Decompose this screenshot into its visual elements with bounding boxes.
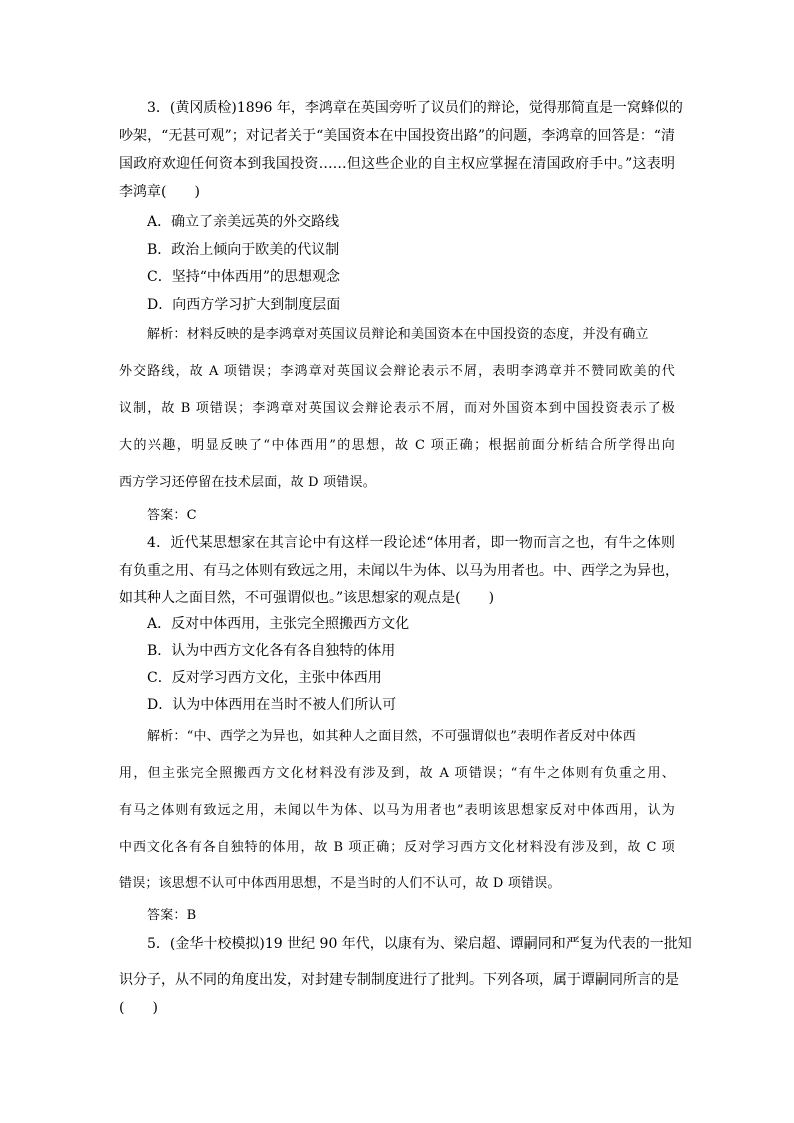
question-3-explanation-line: 议制，故 B 项错误；李鸿章对英国议会辩论表示不屑，而对外国资本到中国投资表示了极: [119, 401, 675, 416]
question-3-stem-line: 吵架，“无甚可观”；对记者关于“美国资本在中国投资出路”的问题，李鸿章的回答是：“清: [119, 128, 675, 144]
question-4-explanation-line: 错误；该思想不认可中体西用思想，不是当时的人们不认可，故 D 项错误。: [119, 876, 561, 891]
question-4-explanation-line: 中西文化各有各自独特的体用，故 B 项正确；反对学习西方文化材料没有涉及到，故 C 项: [119, 840, 675, 855]
explanation-label: 解析：: [147, 729, 187, 744]
answer-label: 答案：: [147, 508, 187, 523]
question-4-explanation-line: 有马之体则有致远之用，未闻以牛为体、以马为用者也”表明该思想家反对中体西用，认为: [119, 803, 675, 818]
question-3-explanation-line: 大的兴趣，明显反映了“中体西用”的思想，故 C 项正确；根据前面分析结合所学得出向: [119, 438, 675, 453]
question-3-option-c: C．坚持“中体西用”的思想观念: [147, 269, 341, 285]
question-3-stem-line: 3．(黄冈质检)1896 年，李鸿章在英国旁听了议员们的辩论，觉得那简直是一窝蜂似的: [147, 100, 683, 116]
question-3-explanation-line: 外交路线，故 A 项错误；李鸿章对英国议会辩论表示不屑，表明李鸿章并不赞同欧美的代: [119, 364, 675, 379]
answer-value: C: [186, 508, 197, 523]
question-4-stem-line: 有负重之用、有马之体则有致远之用，未闻以牛为体、以马为用者也。中、西学之为异也，: [119, 563, 679, 579]
question-4-stem-line: 4．近代某思想家在其言论中有这样一段论述“体用者，即一物而言之也，有牛之体则: [147, 535, 675, 551]
question-3-explanation-line: 西方学习还停留在技术层面，故 D 项错误。: [119, 475, 376, 490]
question-4-option-b: B．认为中西方文化各有各自独特的体用: [147, 643, 396, 659]
question-3-option-d: D．向西方学习扩大到制度层面: [147, 297, 341, 313]
question-5-stem-line: ( ): [119, 1000, 158, 1016]
question-4-explanation-line: 用，但主张完全照搬西方文化材料没有涉及到，故 A 项错误；“有牛之体则有负重之用、: [119, 766, 675, 781]
question-4-option-c: C．反对学习西方文化，主张中体西用: [147, 670, 382, 686]
question-5-stem-line: 5．(金华十校模拟)19 世纪 90 年代，以康有为、梁启超、谭嗣同和严复为代表的一批知: [147, 936, 692, 952]
question-4-answer: [147, 906, 196, 926]
question-4-stem-line: 如其种人之面目然，不可强谓似也。”该思想家的观点是( ): [119, 590, 495, 606]
question-3-option-a: A．确立了亲美远英的外交路线: [147, 214, 340, 230]
question-3-stem-line: 国政府欢迎任何资本到我国投资……但这些企业的自主权应掌握在清国政府手中。”这表明: [119, 156, 675, 172]
explanation-label: 解析：: [147, 327, 187, 342]
question-4-option-a: A．反对中体西用，主张完全照搬西方文化: [147, 616, 410, 632]
question-4-option-d: D．认为中体西用在当时不被人们所认可: [147, 697, 397, 713]
question-5-stem-line: 识分子，从不同的角度出发，对封建专制制度进行了批判。下列各项，属于谭嗣同所言的是: [119, 972, 679, 988]
question-4-explanation-first: [147, 727, 636, 747]
explanation-text: 材料反映的是李鸿章对英国议员辩论和美国资本在中国投资的态度，并没有确立: [186, 327, 649, 342]
explanation-text: “中、西学之为异也，如其种人之面目然，不可强谓似也”表明作者反对中体西: [186, 729, 636, 744]
answer-label: 答案：: [147, 908, 187, 923]
answer-value: B: [186, 908, 197, 923]
question-3-stem-line: 李鸿章( ): [119, 184, 200, 200]
question-3-explanation-first: [147, 325, 649, 345]
question-3-answer: [147, 506, 197, 526]
question-3-option-b: B．政治上倾向于欧美的代议制: [147, 242, 340, 258]
